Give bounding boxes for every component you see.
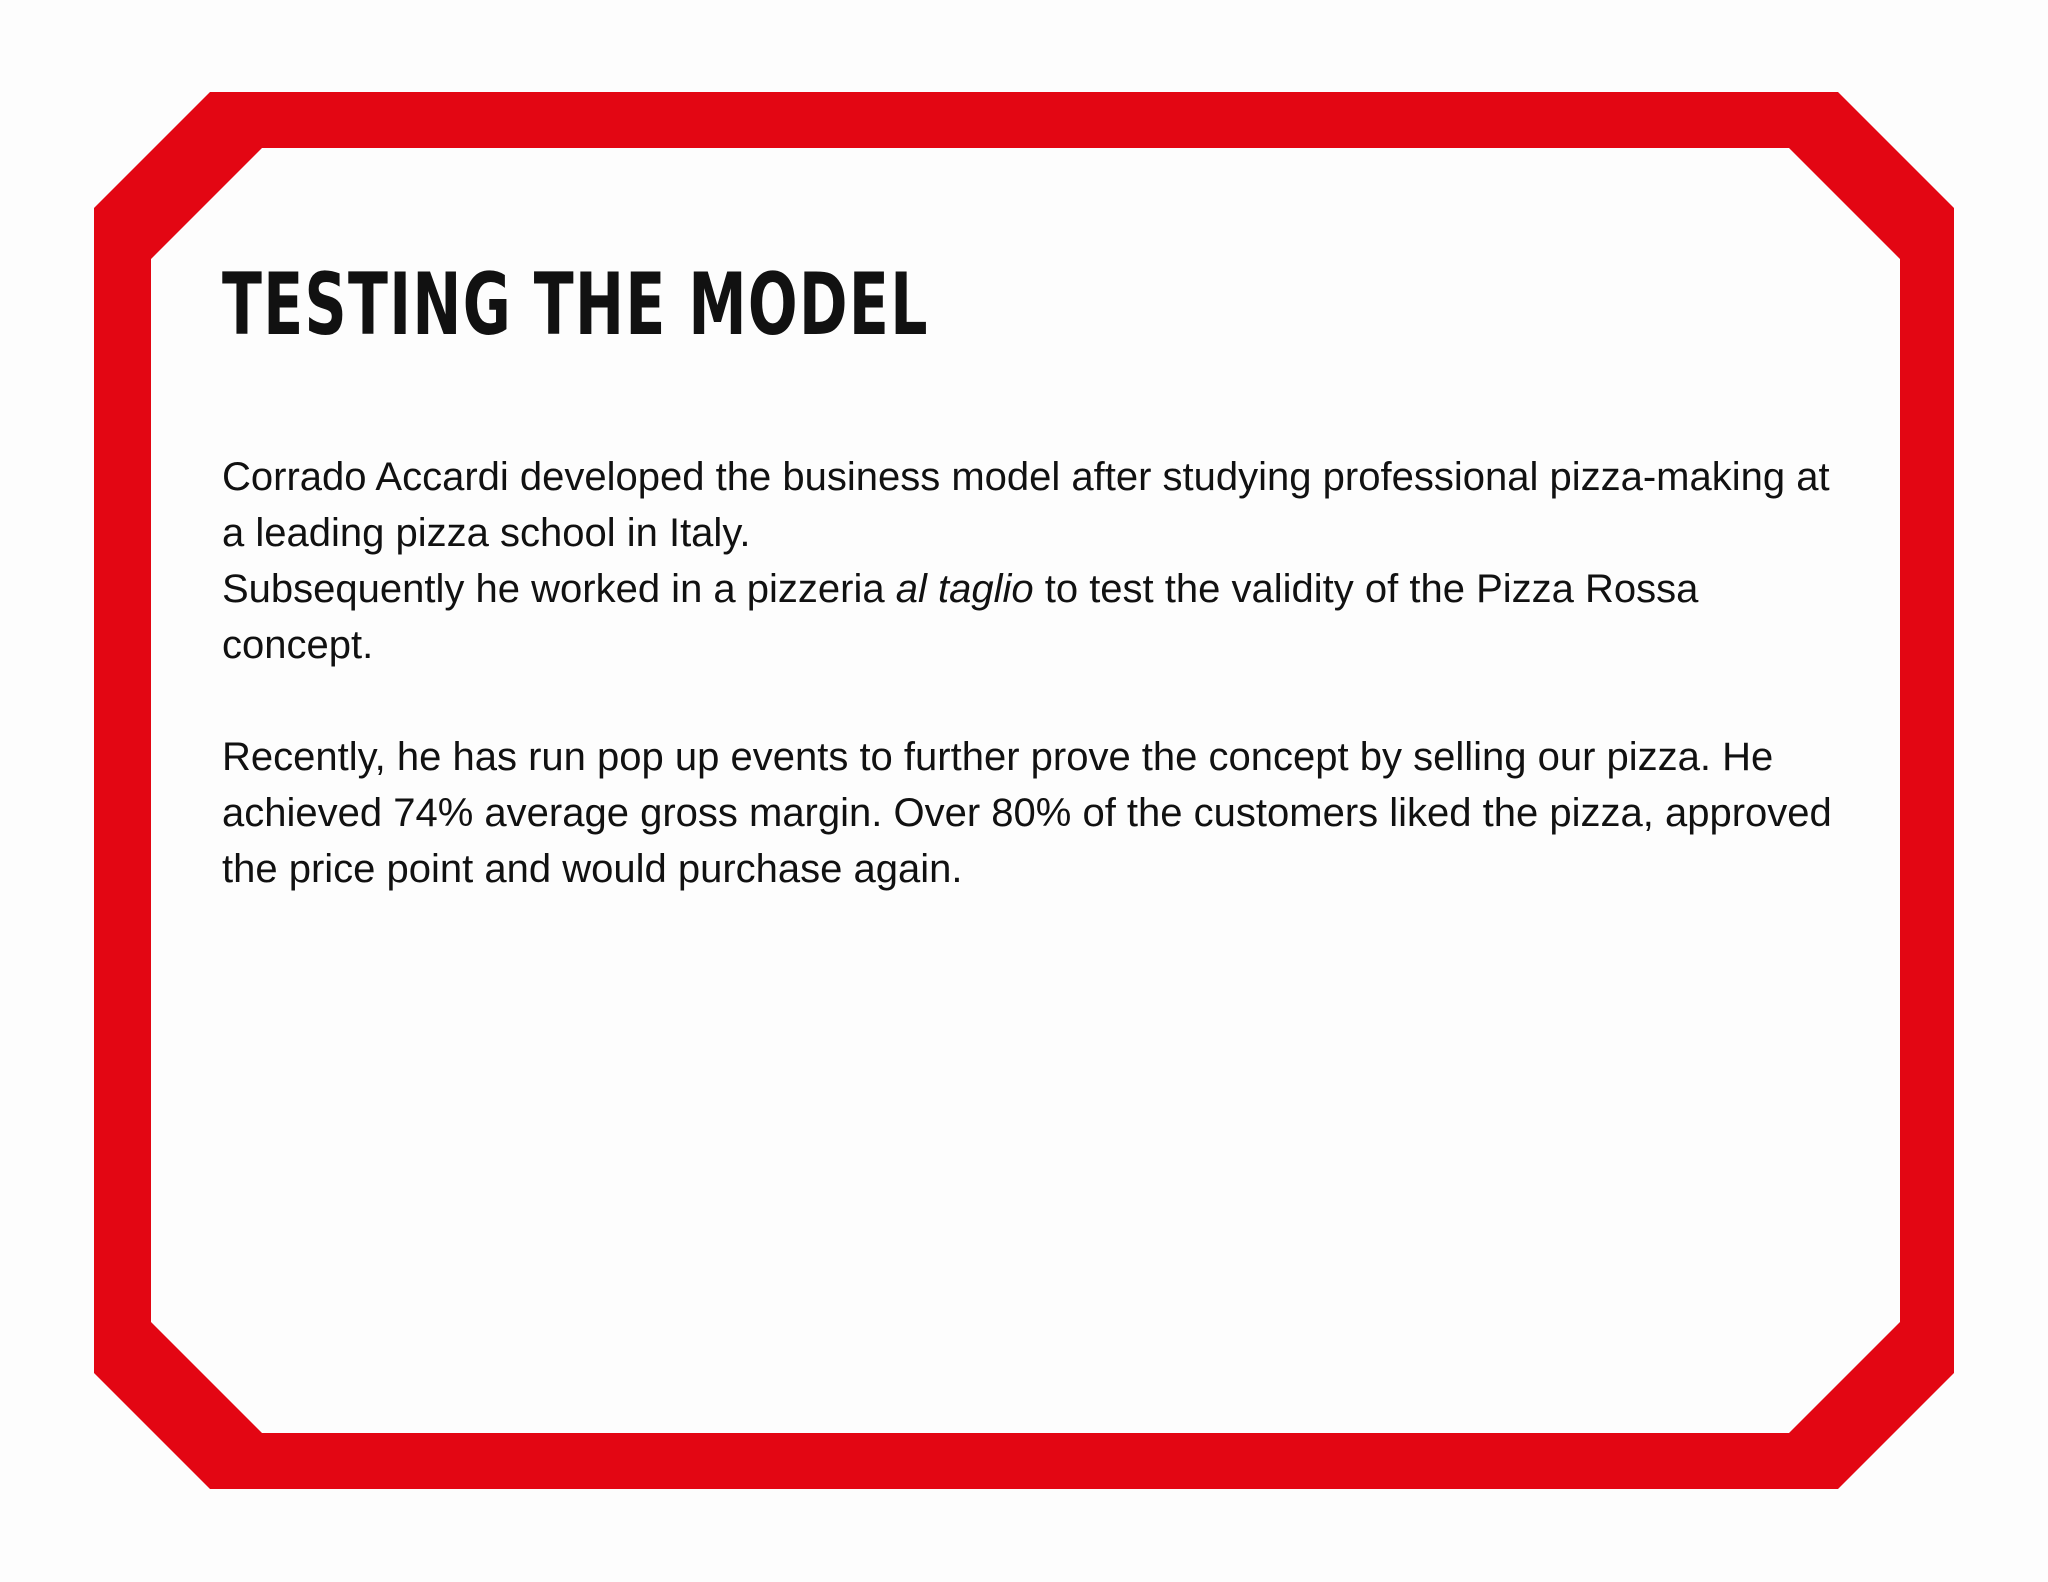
- text-segment: to test the validity of the Pizza Rossa concept.: [222, 567, 1699, 667]
- italic-term: al taglio: [895, 567, 1034, 611]
- paragraph-results: Recently, he has run pop up events to further prove the concept by selling our pizza. He achieved 74% average gross margin. Over 80% of the customers liked the pizza, approved the price point and would purchase again.: [222, 735, 1832, 891]
- paragraph-pizzeria: [222, 561, 1842, 673]
- paragraph-spacer: [222, 673, 1842, 729]
- paragraph-intro: Corrado Accardi developed the business model after studying professional pizza-making at a leading pizza school in Italy.: [222, 455, 1830, 555]
- body-text: [222, 449, 1842, 897]
- text-segment: Subsequently he worked in a pizzeria: [222, 567, 896, 611]
- page-title: TESTING THE MODEL: [222, 255, 929, 355]
